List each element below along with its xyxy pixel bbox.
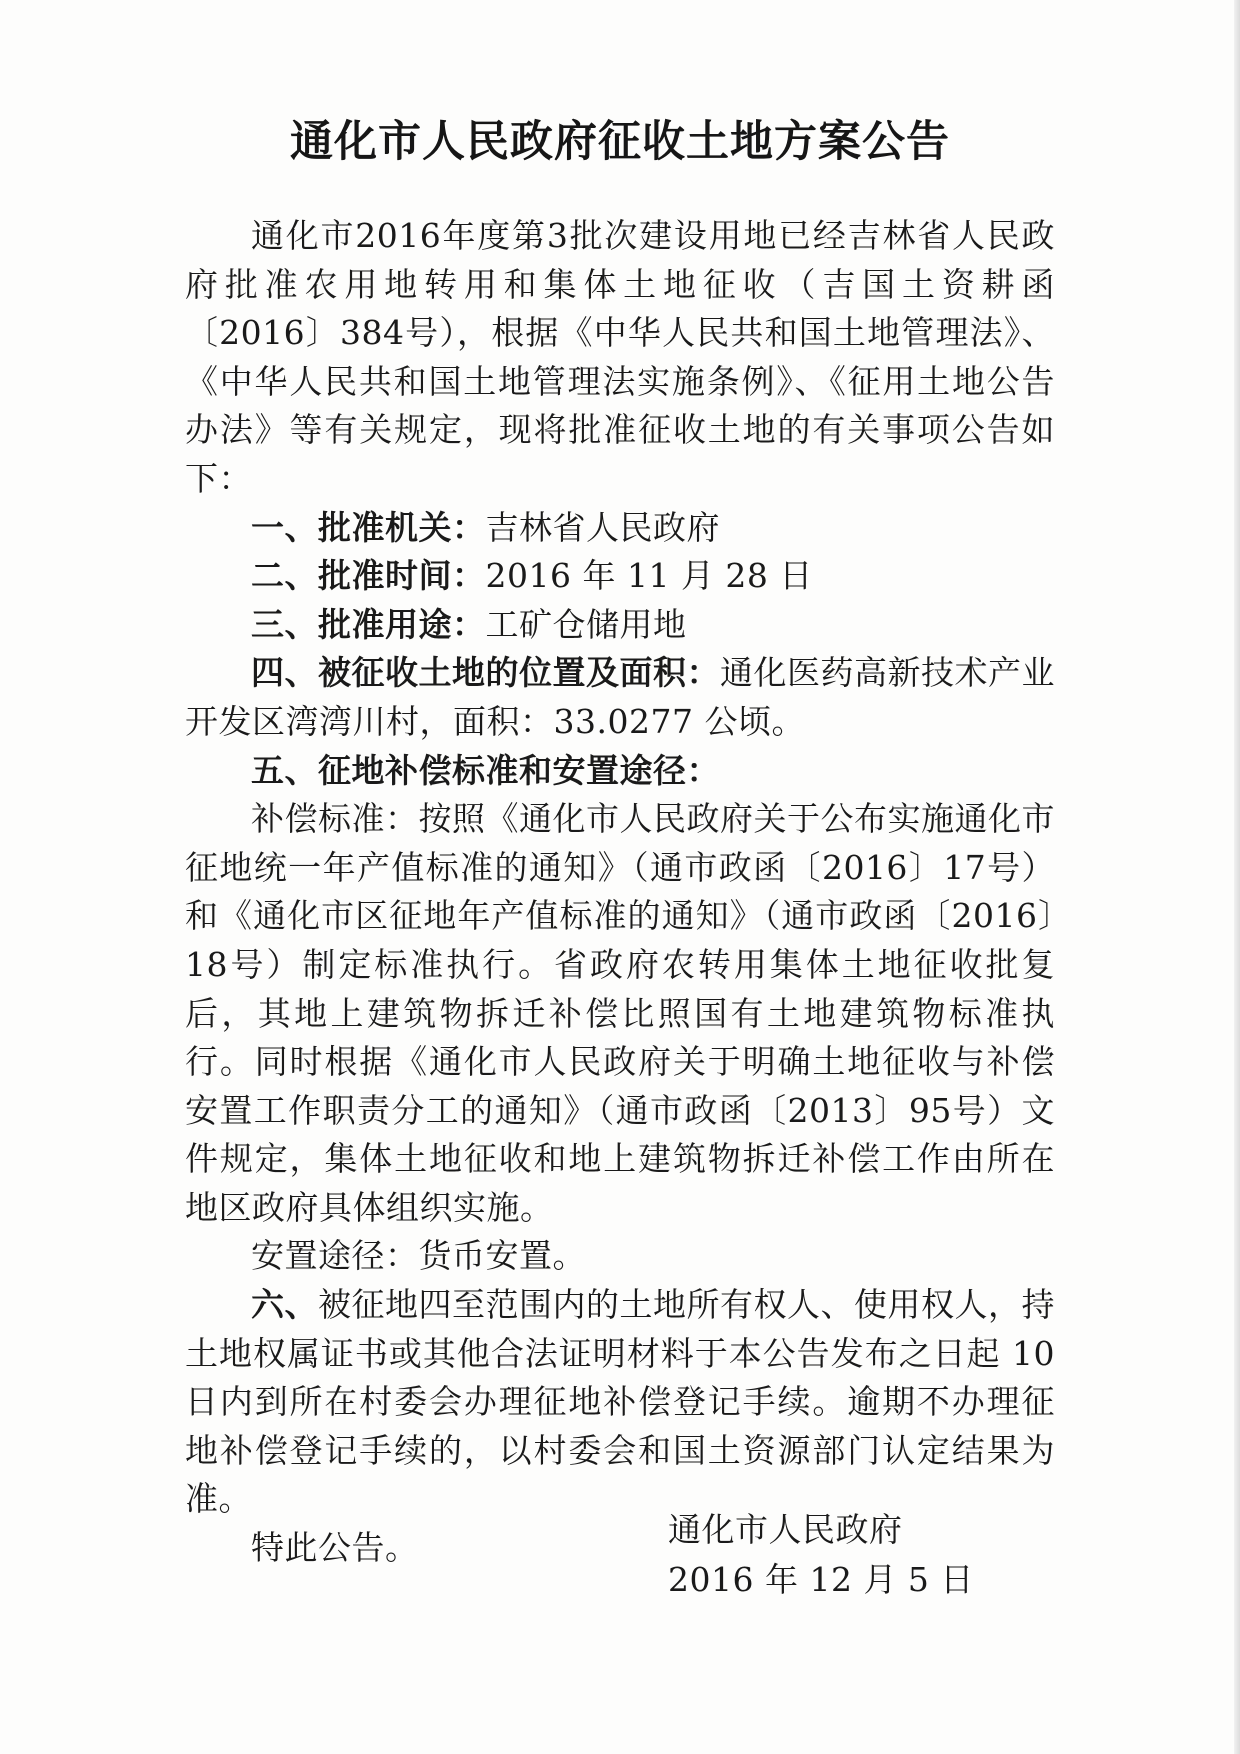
item-text: 吉林省人民政府 (485, 507, 720, 547)
item-location-area (185, 649, 1055, 746)
scan-edge (1234, 0, 1240, 1754)
item-compensation-heading (185, 747, 1055, 796)
compensation-paragraph: 补偿标准：按照《通化市人民政府关于公布实施通化市征地统一年产值标准的通知》（通市政函〔2016〕17号）和《通化市区征地年产值标准的通知》（通市政函〔2016〕18号）制定标准执行。省政府农转用集体土地征收批复后，其地上建筑物拆迁补偿比照国有土地建筑物标准执行。同时根据《通化市人民政府关于明确土地征收与补偿安置工作职责分工的通知》（通市政函〔2013〕95号）文件规定，集体土地征收和地上建筑物拆迁补偿工作由所在地区政府具体组织实施。 (185, 799, 1055, 1227)
signature-block (668, 1505, 974, 1605)
closing-line: 特此公告。 (251, 1528, 419, 1568)
item-approved-use (185, 601, 1055, 650)
intro-paragraph: 通化市2016年度第3批次建设用地已经吉林省人民政府批准农用地转用和集体土地征收（吉国土资耕函〔2016〕384号），根据《中华人民共和国土地管理法》、《中华人民共和国土地管理法实施条例》、《征用土地公告办法》等有关规定，现将批准征收土地的有关事项公告如下： (185, 216, 1055, 498)
item-label: 六、 (251, 1285, 318, 1325)
resettlement-paragraph: 安置途径：货币安置。 (251, 1236, 586, 1276)
issuer-name: 通化市人民政府 (668, 1510, 903, 1549)
item-label: 一、批准机关： (251, 507, 486, 547)
document-body (185, 212, 1055, 1573)
item-text: 被征地四至范围内的土地所有权人、使用权人，持土地权属证书或其他合法证明材料于本公告发布之日起 10 日内到所在村委会办理征地补偿登记手续。逾期不办理征地补偿登记手续的，以村委会和国土资源部门认定结果为准。 (185, 1285, 1055, 1519)
item-text: 2016 年 11 月 28 日 (485, 556, 813, 596)
item-label: 二、批准时间： (251, 556, 486, 596)
issue-date: 2016 年 12 月 5 日 (668, 1560, 974, 1599)
item-approval-date (185, 552, 1055, 601)
item-label: 五、征地补偿标准和安置途径： (251, 750, 720, 790)
item-label: 三、批准用途： (251, 604, 486, 644)
item-approval-authority (185, 504, 1055, 553)
document-title: 通化市人民政府征收土地方案公告 (290, 117, 950, 167)
item-registration (185, 1281, 1055, 1524)
item-label: 四、被征收土地的位置及面积： (251, 653, 720, 693)
item-text: 通化医药高新技术产业开发区湾湾川村，面积：33.0277 公顷。 (185, 653, 1055, 741)
item-text: 工矿仓储用地 (485, 604, 687, 644)
